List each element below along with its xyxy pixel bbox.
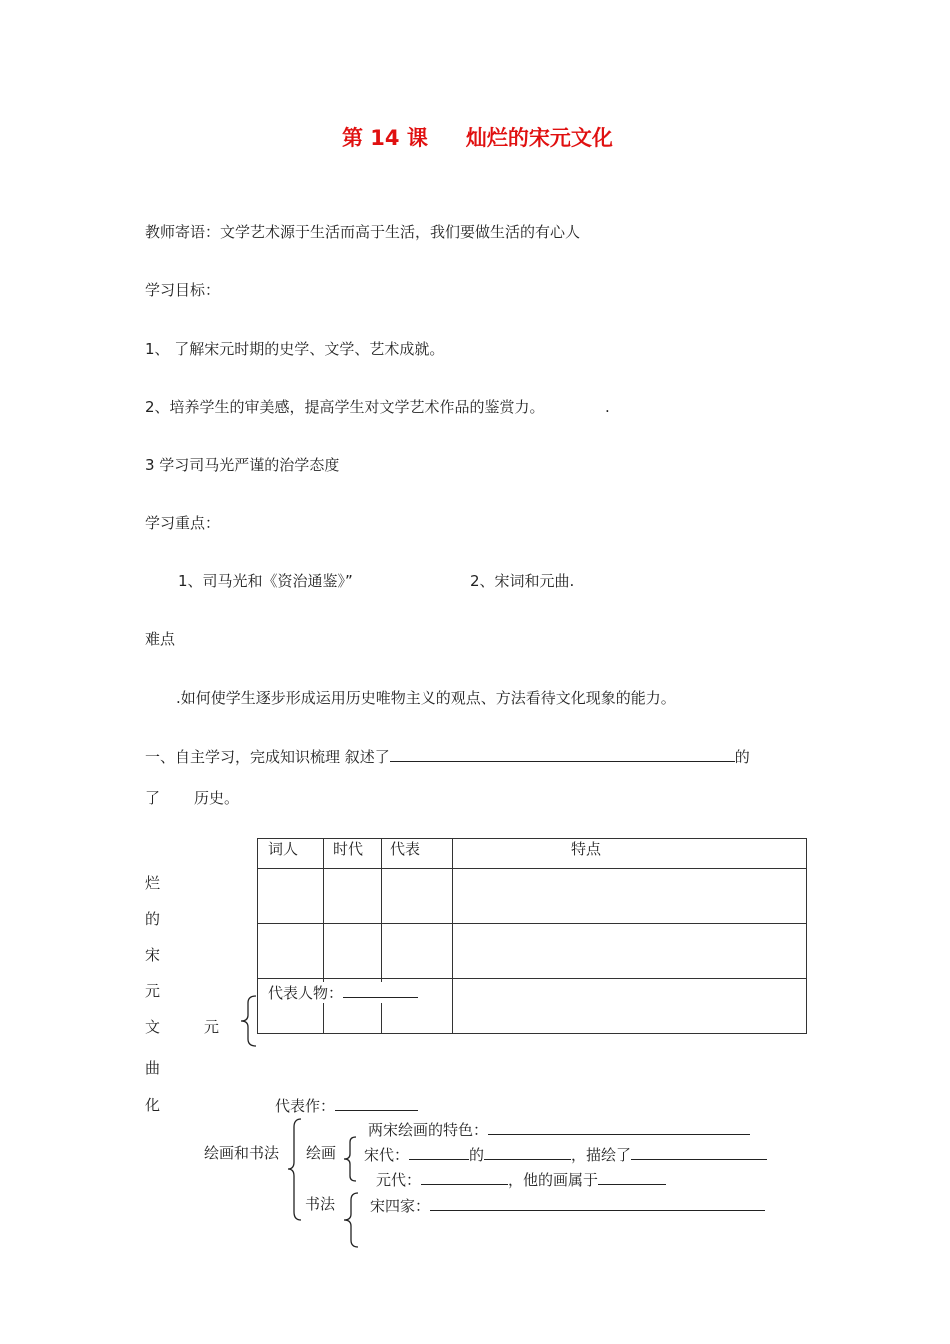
table-cell[interactable] bbox=[382, 869, 453, 924]
calligraphy-label: 书法 bbox=[305, 1195, 336, 1213]
table-cell[interactable] bbox=[453, 869, 807, 924]
song-ci-table bbox=[257, 838, 807, 1034]
brace-painting-icon bbox=[343, 1136, 359, 1182]
blank-four-masters[interactable] bbox=[430, 1195, 765, 1211]
section1-suffix: 的 bbox=[734, 748, 750, 766]
vertical-char: 元 bbox=[145, 982, 161, 1000]
rep-person-label: 代表人物： bbox=[268, 984, 344, 1002]
painting-line-3 bbox=[376, 1169, 666, 1190]
blank-rep-work[interactable] bbox=[335, 1095, 418, 1111]
painting-line-2 bbox=[364, 1144, 767, 1165]
lesson-number: 第 14 课 bbox=[342, 126, 428, 150]
yuan-dynasty-label: 元代： bbox=[376, 1171, 422, 1189]
painting-line-1 bbox=[368, 1119, 750, 1140]
four-masters-label: 宋四家： bbox=[370, 1197, 431, 1215]
yuan-belongs-label: ，他的画属于 bbox=[508, 1171, 599, 1189]
vertical-char: 宋 bbox=[145, 946, 161, 964]
difficulty-heading: 难点 bbox=[145, 630, 176, 648]
rep-work-line bbox=[275, 1095, 418, 1116]
brace-yuan-icon bbox=[238, 995, 260, 1047]
song-depicted-label: ，描绘了 bbox=[571, 1146, 632, 1164]
table-row bbox=[258, 869, 807, 924]
table-header-row bbox=[258, 839, 807, 869]
blank-narrated[interactable] bbox=[390, 746, 735, 762]
song-painting-features-label: 两宋绘画的特色： bbox=[368, 1121, 489, 1139]
yuan-label: 元 bbox=[204, 1018, 220, 1036]
header-representative: 代表 bbox=[382, 839, 453, 869]
goal-item-2: 2、培养学生的审美感，提高学生对文学艺术作品的鉴赏力。 bbox=[145, 398, 545, 416]
goals-heading: 学习目标： bbox=[145, 281, 221, 299]
header-features: 特点 bbox=[453, 839, 807, 869]
rep-work-label: 代表作： bbox=[275, 1097, 336, 1115]
section1-line bbox=[145, 746, 750, 767]
header-poet: 词人 bbox=[258, 839, 324, 869]
goal-item-1: 1、 了解宋元时期的史学、文学、艺术成就。 bbox=[145, 340, 445, 358]
vertical-char: 曲 bbox=[145, 1059, 161, 1077]
goal-item-3: 3 学习司马光严谨的治学态度 bbox=[145, 456, 340, 474]
section1-line2-b: 历史。 bbox=[194, 789, 240, 807]
vertical-char: 烂 bbox=[145, 874, 161, 892]
blank-song-depicted[interactable] bbox=[631, 1144, 767, 1160]
table-cell[interactable] bbox=[453, 979, 807, 1034]
blank-yuan-style[interactable] bbox=[598, 1169, 666, 1185]
rep-person-line bbox=[268, 982, 420, 1003]
table-cell[interactable] bbox=[258, 869, 324, 924]
teacher-message: 教师寄语：文学艺术源于生活而高于生活，我们要做生活的有心人 bbox=[145, 223, 581, 241]
section1-prefix: 一、自主学习，完成知识梳理 叙述了 bbox=[145, 748, 390, 766]
keypoint-item-2: 2、宋词和元曲. bbox=[470, 572, 575, 590]
vertical-char: 化 bbox=[145, 1096, 161, 1114]
stray-dot: . bbox=[605, 398, 610, 416]
brace-calligraphy-icon bbox=[343, 1192, 361, 1248]
table-cell[interactable] bbox=[258, 924, 324, 979]
song-of-label: 的 bbox=[469, 1146, 485, 1164]
table-cell[interactable] bbox=[382, 924, 453, 979]
calligraphy-line bbox=[370, 1195, 765, 1216]
blank-rep-person[interactable] bbox=[343, 982, 418, 998]
vertical-char: 的 bbox=[145, 910, 161, 928]
table-cell[interactable] bbox=[324, 924, 382, 979]
difficulty-text: .如何使学生逐步形成运用历史唯物主义的观点、方法看待文化现象的能力。 bbox=[176, 689, 676, 707]
brace-art-icon bbox=[287, 1118, 303, 1221]
table-row bbox=[258, 924, 807, 979]
blank-song-painter[interactable] bbox=[409, 1144, 469, 1160]
keypoint-item-1: 1、司马光和《资治通鉴》” bbox=[178, 572, 353, 590]
table-cell[interactable] bbox=[453, 924, 807, 979]
art-label: 绘画和书法 bbox=[204, 1144, 280, 1162]
vertical-char: 文 bbox=[145, 1018, 161, 1036]
header-era: 时代 bbox=[324, 839, 382, 869]
table-cell[interactable] bbox=[324, 869, 382, 924]
song-dynasty-label: 宋代： bbox=[364, 1146, 410, 1164]
blank-painting-features[interactable] bbox=[488, 1119, 750, 1135]
painting-label: 绘画 bbox=[306, 1144, 337, 1162]
blank-song-work[interactable] bbox=[484, 1144, 571, 1160]
page-title bbox=[342, 125, 613, 151]
section1-line2-a: 了 bbox=[145, 789, 161, 807]
blank-yuan-painter[interactable] bbox=[421, 1169, 508, 1185]
lesson-name: 灿烂的宋元文化 bbox=[465, 126, 613, 150]
keypoints-heading: 学习重点： bbox=[145, 514, 221, 532]
